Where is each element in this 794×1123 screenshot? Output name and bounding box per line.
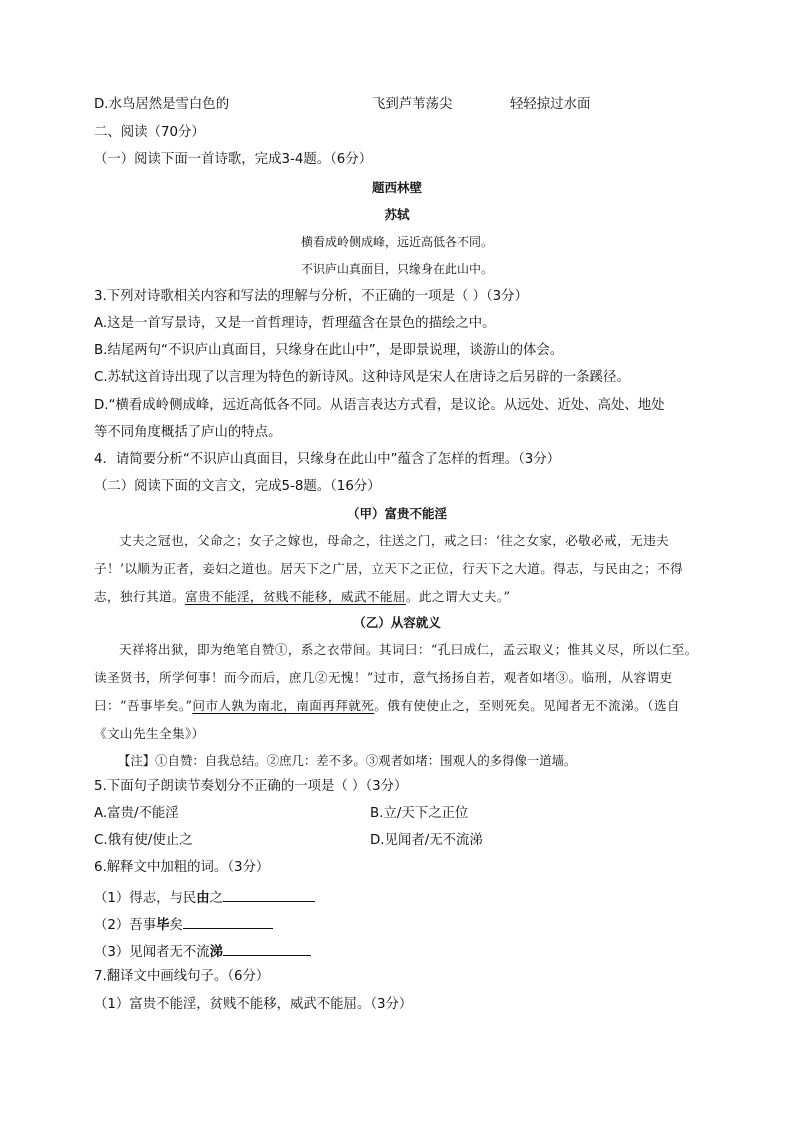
section-title: 二、阅读（70分）	[94, 125, 205, 140]
q5-option-c: C.俄有使/使止之	[94, 833, 193, 848]
text-b-body: 天祥将出狱，即为绝笔自赞①，系之衣带间。其词曰：“孔曰成仁，孟云取义；惟其义尽，所以仁至。读圣贤书，所学何事！而今而后，庶几②无愧！”过市，意气扬扬自若，观者如堵③。临刑，从容谓吏曰：“吾事毕矣。”	[94, 642, 698, 713]
q3-option-d-line1: D.“横看成岭侧成峰，远近高低各不同。从语言表达方式看，是议论。从远处、近处、高处、地处	[94, 398, 665, 413]
text-b-passage	[94, 636, 704, 748]
q3-stem: 3.下列对诗歌相关内容和写法的理解与分析，不正确的一项是（ ）（3分）	[94, 289, 528, 304]
q6-item-3-text: （3）见闻者无不流	[94, 945, 210, 960]
q6-item-2-bold-word: 毕	[156, 918, 170, 933]
q6-item-1-text: （1）得志，与民	[94, 891, 197, 906]
poem-author: 苏轼	[384, 207, 410, 222]
q6-item-2	[94, 914, 273, 935]
q7-stem: 7.翻译文中画线句子。（6分）	[94, 969, 270, 984]
q3-option-a: A.这是一首写景诗，又是一首哲理诗，哲理蕴含在景色的描绘之中。	[94, 316, 496, 331]
q6-item-1	[94, 887, 315, 908]
annotation-note: 【注】①自赞：自我总结。②庶几：差不多。③观者如堵：围观人的多得像一道墙。	[118, 753, 577, 768]
q5-option-b: B.立/天下之正位	[370, 806, 469, 821]
q6-item-1-answer-blank[interactable]	[223, 887, 315, 902]
q5-option-a: A.富贵/不能淫	[94, 806, 179, 821]
text-a-end: 。此之谓大丈夫。”	[405, 589, 511, 604]
text-a-body: 丈夫之冠也，父命之；女子之嫁也，母命之，往送之门，戒之曰：‘往之女家，必敬必戒，无违夫子！’以顺为正者，妾妇之道也。居天下之广居，立天下之正位，行天下之大道。得志，与民由之；不得志，独行其道。	[94, 533, 684, 604]
poem-line-2: 不识庐山真面目，只缘身在此山中。	[300, 262, 493, 276]
text-a-underlined-sentence: 富贵不能淫，贫贱不能移，威武不能屈	[184, 589, 406, 604]
q5-option-d: D.见闻者/无不流涕	[370, 833, 483, 848]
text-b-underlined-sentence: 问市人孰为南北，南面再拜就死	[192, 698, 375, 713]
option-d-part2: 飞到芦苇荡尖	[372, 97, 453, 112]
q6-item-3-answer-blank[interactable]	[223, 941, 311, 956]
q4-stem: 4．请简要分析“不识庐山真面目，只缘身在此山中”蕴含了怎样的哲理。（3分）	[94, 452, 561, 467]
q6-item-3	[94, 941, 311, 962]
part1-instruction: （一）阅读下面一首诗歌，完成3-4题。（6分）	[94, 152, 373, 167]
text-a-title: （甲）富贵不能淫	[346, 506, 447, 521]
q7-item-1: （1）富贵不能淫，贫贱不能移，威武不能屈。（3分）	[94, 997, 413, 1012]
poem-title: 题西林壁	[371, 180, 422, 195]
q3-option-b: B.结尾两句“不识庐山真面目，只缘身在此山中”，是即景说理，谈游山的体会。	[94, 343, 564, 358]
option-d-part1: D.水鸟居然是雪白色的	[94, 97, 230, 112]
q6-item-3-bold-word: 涕	[209, 945, 224, 960]
q3-option-c: C.苏轼这首诗出现了以言理为特色的新诗风。这种诗风是宋人在唐诗之后另辟的一条蹊径。	[94, 370, 630, 385]
option-d-part3: 轻轻掠过水面	[510, 97, 591, 112]
q6-item-1-bold-word: 由	[196, 891, 210, 906]
q6-item-2-answer-blank[interactable]	[183, 914, 273, 929]
text-b-end: 。俄有使使止之，至则死矣。见闻者无不流涕。（选自《文山先生全集》）	[94, 698, 680, 741]
q6-item-1-text-end: 之	[209, 891, 224, 906]
q2-option-d	[94, 96, 591, 114]
q6-item-2-text: （2）吾事	[94, 918, 157, 933]
part2-instruction: （二）阅读下面的文言文，完成5-8题。（16分）	[94, 479, 381, 494]
q6-item-2-text-end: 矣	[169, 918, 183, 933]
q3-option-d-line2: 等不同角度概括了庐山的特点。	[94, 425, 282, 440]
text-a-passage	[94, 527, 704, 611]
text-b-title: （乙）从容就义	[353, 615, 441, 630]
q5-stem: 5.下面句子朗读节奏划分不正确的一项是（ ）（3分）	[94, 779, 408, 794]
q6-stem: 6.解释文中加粗的词。（3分）	[94, 860, 270, 875]
poem-line-1: 横看成岭侧成峰，远近高低各不同。	[300, 235, 493, 249]
